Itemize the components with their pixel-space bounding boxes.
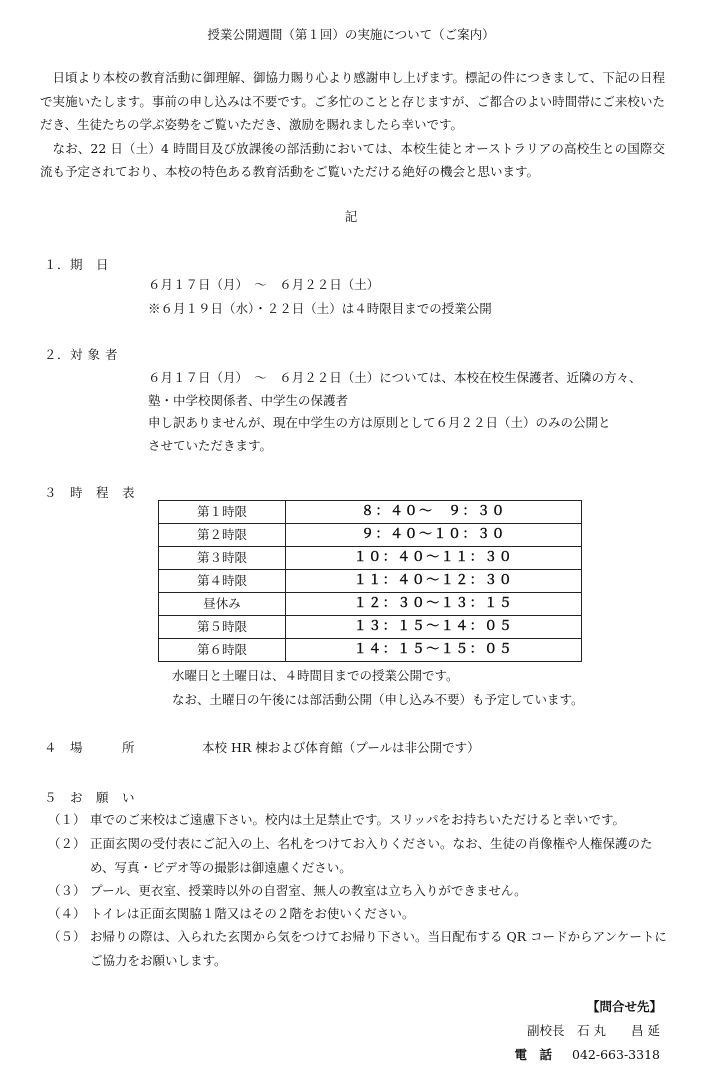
phone-label: 電 話 — [514, 1047, 553, 1062]
time-cell: １０：４０～１１：３０ — [286, 547, 582, 570]
contact-person: 副校長 石 丸 昌 延 — [527, 1023, 660, 1038]
table-row — [159, 524, 582, 547]
time-cell: １４：１５～１５：０５ — [286, 639, 582, 662]
table-row — [159, 616, 582, 639]
section-4-text: 本校 HR 棟および体育館（プールは非公開です） — [202, 740, 480, 755]
period-cell: 昼休み — [159, 593, 286, 616]
schedule-note-2: なお、土曜日の午後には部活動公開（申し込み不要）も予定しています。 — [172, 692, 584, 707]
section-2-line-3: 申し訳ありませんが、現在中学生の方は原則として６月２２日（土）のみの公開と — [148, 415, 611, 430]
time-cell: １２：３０～１３：１５ — [286, 593, 582, 616]
request-text: トイレは正面玄関脇１階又はその２階をお使いください。 — [90, 906, 415, 921]
section-4-heading: ４ 場 所 — [44, 740, 136, 755]
intro-paragraph-2: なお、22 日（土）4 時間目及び放課後の部活動においては、本校生徒とオーストラリアの高校生との国際交流も予定されており、本校の特色ある教育活動をご覧いただける絶好の機会と思います。 — [40, 140, 665, 179]
period-cell: 第３時限 — [159, 547, 286, 570]
request-number: （２） — [48, 836, 86, 851]
contact-phone-row — [515, 1043, 660, 1067]
schedule-table — [158, 500, 582, 662]
period-cell: 第１時限 — [159, 501, 286, 524]
document-title: 授業公開週間（第１回）の実施について（ご案内） — [207, 27, 495, 42]
request-text: 正面玄関の受付表にご記入の上、名札をつけてお入りください。なお、生徒の肖像権や人権保護のため、写真・ビデオ等の撮影は御遠慮ください。 — [90, 836, 653, 875]
intro — [40, 66, 665, 184]
request-text: 車でのご来校はご遠慮下さい。校内は土足禁止です。スリッパをお持ちいただけると幸いです。 — [90, 812, 626, 827]
section-1-line-1: ６月１７日（月） ～ ６月２２日（土） — [148, 277, 380, 292]
request-number: （１） — [48, 812, 86, 827]
time-cell: ９：４０～１０：３０ — [286, 524, 582, 547]
section-1-line-2: ※６月１９日（水）・２２日（土）は４時限目までの授業公開 — [148, 301, 492, 316]
table-row — [159, 501, 582, 524]
period-cell: 第５時限 — [159, 616, 286, 639]
time-cell: ８：４０～ ９：３０ — [286, 501, 582, 524]
period-cell: 第６時限 — [159, 639, 286, 662]
contact-heading: 【問合せ先】 — [586, 999, 662, 1014]
request-number: （５） — [48, 929, 86, 944]
request-text: プール、更衣室、授業時以外の自習室、無人の教室は立ち入りができません。 — [90, 883, 527, 898]
table-row — [159, 593, 582, 616]
section-5-heading: ５ お 願 い — [44, 790, 136, 805]
section-1-heading: １．期 日 — [44, 257, 110, 272]
time-cell: １３：１５～１４：０５ — [286, 616, 582, 639]
ki-heading: 記 — [344, 209, 358, 224]
section-2-heading: ２．対 象 者 — [44, 347, 118, 362]
request-number: （３） — [48, 883, 86, 898]
table-row — [159, 639, 582, 662]
period-cell: 第２時限 — [159, 524, 286, 547]
section-2-line-2: 塾・中学校関係者、中学生の保護者 — [148, 393, 349, 408]
table-row — [159, 570, 582, 593]
section-2-line-4: させていただきます。 — [148, 438, 273, 453]
phone-number: 042-663-3318 — [572, 1047, 660, 1062]
request-number: （４） — [48, 906, 86, 921]
schedule-note-1: 水曜日と土曜日は、４時間目までの授業公開です。 — [172, 668, 459, 683]
table-row — [159, 547, 582, 570]
period-cell: 第４時限 — [159, 570, 286, 593]
intro-paragraph-1: 日頃より本校の教育活動に御理解、御協力賜り心より感謝申し上げます。標記の件につきまして、下記の日程で実施いたします。事前の申し込みは不要です。ご多忙のことと存じますが、ご都合のよい時間帯にご来校いただき、生徒たちの学ぶ姿勢をご覧いただき、激励を賜れましたら幸いです。 — [40, 70, 665, 132]
time-cell: １１：４０～１２：３０ — [286, 570, 582, 593]
section-2-line-1: ６月１７日（月） ～ ６月２２日（土）については、本校在校生保護者、近隣の方々、 — [148, 370, 642, 385]
section-3-heading: ３ 時 程 表 — [44, 485, 136, 500]
request-text: お帰りの際は、入られた玄関から気をつけてお帰り下さい。当日配布する QR コードからアンケートにご協力をお願いします。 — [90, 929, 667, 968]
